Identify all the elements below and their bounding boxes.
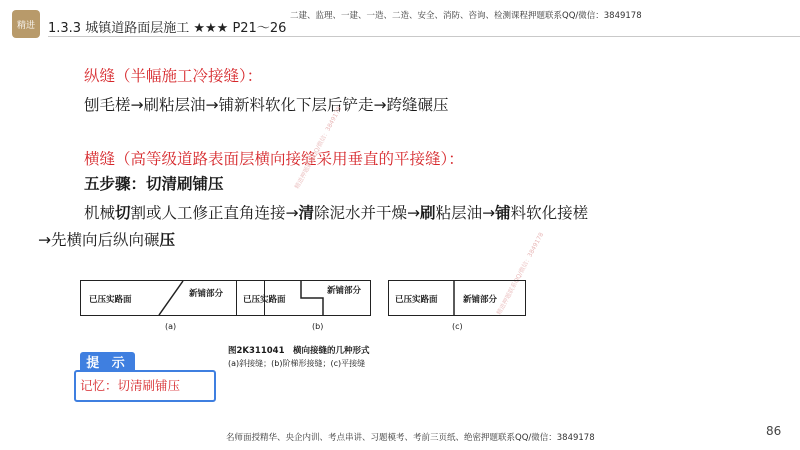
keyword-brush: 刷 [420, 204, 436, 222]
logo: 精进 [12, 10, 40, 38]
heading-transverse-seam: 横缝（高等级道路表面层横向接缝采用垂直的平接缝）： [84, 150, 464, 168]
figure-b-label: (b) [312, 322, 324, 331]
transverse-seam-steps-line1 [84, 201, 588, 223]
old-pavement-label: 已压实路面 [395, 295, 438, 305]
text-run: 料软化接槎 [510, 204, 589, 222]
longitudinal-seam-steps: 刨毛槎→刷粘层油→铺新料软化下层后铲走→跨缝碾压 [84, 96, 449, 114]
keyword-cut: 切 [115, 204, 131, 222]
section-title: 1.3.3 城镇道路面层施工 ★★★ P21～26 [48, 21, 287, 36]
figure-subcaption: (a)斜接缝；(b)阶梯形接缝；(c)平接缝 [228, 359, 366, 368]
tip-tab: 提 示 [80, 352, 135, 370]
tip-text: 记忆：切清刷铺压 [80, 378, 181, 393]
transverse-seam-steps-line2 [38, 228, 175, 250]
text-run: →先横向后纵向碾 [38, 231, 160, 249]
text-run: 机械 [84, 204, 116, 222]
figure-a-label: (a) [165, 322, 177, 331]
figure-c-label: (c) [452, 322, 463, 331]
footer-notice: 名师面授精华、央企内训、考点串讲、习题模考、考前三页纸、绝密押题联系QQ/微信：3849178 [226, 433, 595, 443]
text-run: 割或人工修正直角连接→ [130, 204, 299, 222]
old-pavement-label: 已压实路面 [89, 295, 132, 305]
watermark: 精进押题联系QQ/微信：3849178 [293, 105, 344, 191]
keyword-compact: 压 [159, 231, 176, 249]
text-run: 除泥水并干燥→ [314, 204, 421, 222]
new-paving-label: 新铺部分 [189, 289, 224, 299]
watermark: 精进押题联系QQ/微信：3849178 [495, 231, 546, 317]
header-divider [48, 36, 800, 37]
new-paving-label: 新铺部分 [327, 286, 362, 296]
new-paving-label: 新铺部分 [463, 295, 498, 305]
keyword-clean: 清 [298, 204, 315, 222]
old-pavement-label: 已压实路面 [243, 295, 286, 305]
figure-c-flat-seam [388, 280, 526, 316]
text-run: 粘层油→ [435, 204, 496, 222]
five-steps-summary: 五步骤：切清刷铺压 [84, 175, 224, 193]
heading-longitudinal-seam: 纵缝（半幅施工冷接缝）： [84, 67, 263, 85]
figure-b-stepped-seam [236, 280, 371, 316]
figure-caption: 图2K311041 横向接缝的几种形式 [228, 346, 370, 356]
header-notice: 二建、监理、一建、一造、二造、安全、消防、咨询、检测课程押题联系QQ/微信：3849178 [290, 11, 642, 21]
keyword-pave: 铺 [495, 204, 511, 222]
page-number: 86 [766, 424, 782, 438]
